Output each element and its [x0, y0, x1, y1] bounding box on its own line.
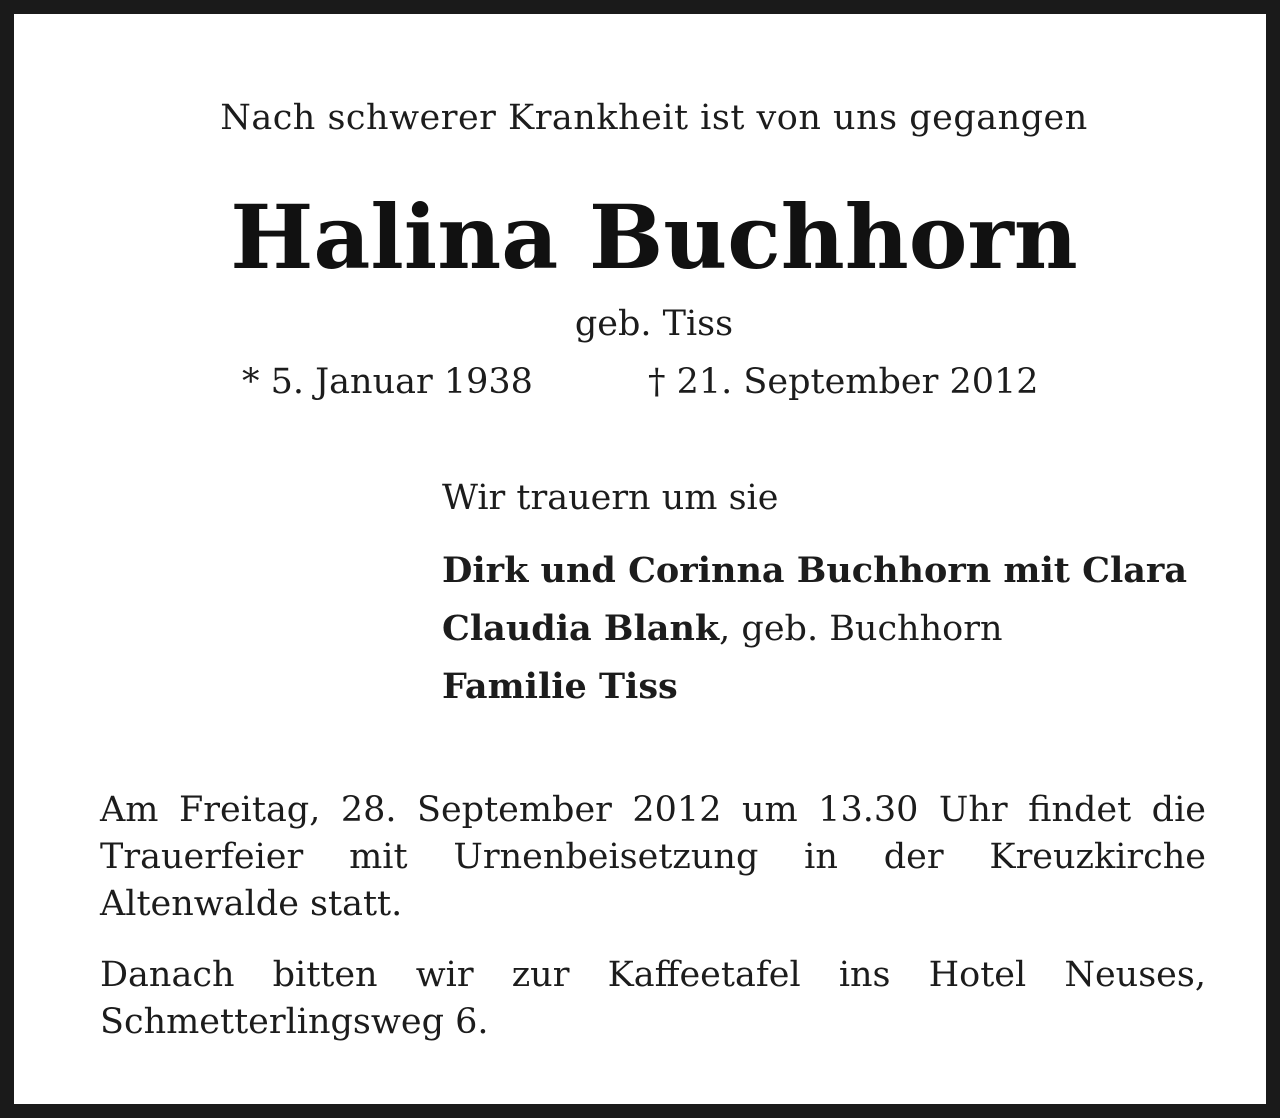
mourner-name: Familie Tiss — [442, 666, 678, 707]
mourners-block — [442, 476, 1222, 716]
mourner-line — [442, 600, 1222, 658]
deceased-name: Halina Buchhorn — [230, 185, 1078, 289]
birth-date: * 5. Januar 1938 — [242, 362, 533, 402]
mourner-line — [442, 658, 1222, 716]
maiden-name: geb. Tiss — [574, 304, 734, 344]
mourner-note: , geb. Buchhorn — [719, 609, 1003, 649]
mourn-intro: Wir trauern um sie — [442, 478, 779, 518]
mourner-line — [442, 542, 1222, 600]
reception-paragraph: Danach bitten wir zur Kaffeetafel ins Hotel Neuses, Schmetterlingsweg 6. — [100, 955, 1206, 1042]
mourner-name: Claudia Blank — [442, 608, 720, 649]
intro-line: Nach schwerer Krankheit ist von uns gegangen — [220, 98, 1088, 138]
service-paragraph: Am Freitag, 28. September 2012 um 13.30 Uhr findet die Trauerfeier mit Urnenbeisetzung in der Kreuzkirche Altenwalde statt. — [100, 790, 1206, 924]
mourner-name: Dirk und Corinna Buchhorn mit Clara — [442, 550, 1188, 591]
death-date: † 21. September 2012 — [648, 362, 1039, 402]
